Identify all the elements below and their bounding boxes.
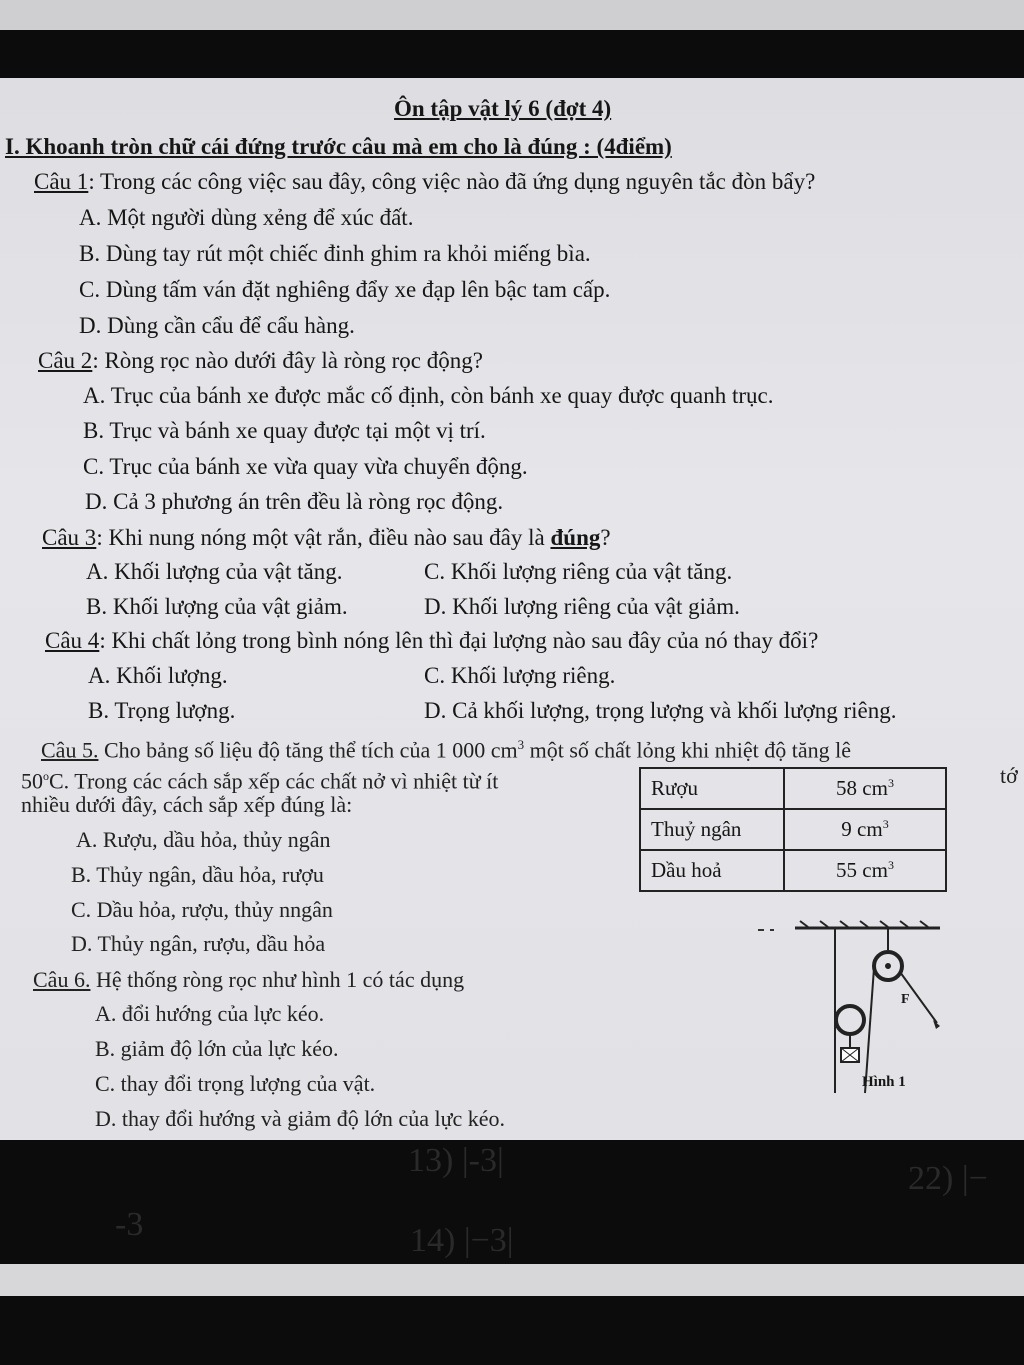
question-6 [33, 966, 464, 994]
question-4 [45, 627, 818, 655]
volume-table [639, 767, 947, 892]
superscript: 3 [882, 817, 889, 831]
question-text: : Khi nung nóng một vật rắn, điều nào sau đây là [96, 525, 551, 550]
table-row [640, 850, 946, 891]
answer-2b: B. Trục và bánh xe quay được tại một vị trí. [83, 418, 486, 443]
movable-pulley-icon [836, 1006, 864, 1034]
answer-3b: B. Khối lượng của vật giảm. [86, 594, 348, 619]
force-label: F [901, 992, 910, 1007]
table-row [640, 768, 946, 809]
answer-6b: B. giảm độ lớn của lực kéo. [95, 1036, 339, 1061]
answer-1c: C. Dùng tấm ván đặt nghiêng đẩy xe đạp lên bậc tam cấp. [79, 277, 611, 302]
question-1 [34, 168, 815, 196]
section-heading: I. Khoanh tròn chữ cái đứng trước câu mà em cho là đúng : (4điểm) [5, 134, 672, 159]
ghost-text: -3 [115, 1206, 144, 1243]
question-text-cont: C. Trong các cách sắp xếp các chất nở vì nhiệt từ ít [49, 768, 499, 794]
table-cell-name: Dầu hoả [640, 850, 784, 891]
value-text: 55 cm [836, 858, 888, 882]
answer-3c: C. Khối lượng riêng của vật tăng. [424, 559, 733, 584]
answer-5d: D. Thủy ngân, rượu, dầu hỏa [71, 931, 326, 956]
question-emphasis: đúng [550, 525, 601, 550]
question-5-overflow: tớ [1000, 763, 1018, 788]
ceiling-icon [758, 921, 940, 930]
question-label: Câu 1 [34, 169, 89, 194]
answer-1b: B. Dùng tay rút một chiếc đinh ghim ra khỏi miếng bìa. [79, 241, 591, 266]
degree-symbol: o [43, 769, 49, 783]
answer-5a: A. Rượu, dầu hỏa, thủy ngân [76, 827, 331, 852]
question-5 [41, 731, 851, 764]
answer-3d: D. Khối lượng riêng của vật giảm. [424, 594, 740, 619]
question-label: Câu 2 [38, 348, 93, 373]
answer-5b: B. Thủy ngân, dầu hỏa, rượu [71, 862, 324, 887]
answer-5c: C. Dầu hỏa, rượu, thủy nngân [71, 897, 333, 922]
table-cell-value [784, 809, 946, 850]
answer-2d: D. Cả 3 phương án trên đều là ròng rọc động. [85, 489, 504, 514]
question-label: Câu 6. [33, 967, 91, 992]
value-text: 58 cm [836, 776, 888, 800]
answer-4d: D. Cả khối lượng, trọng lượng và khối lượng riêng. [424, 698, 897, 723]
question-label: Câu 4 [45, 628, 100, 653]
superscript: 3 [887, 776, 894, 790]
answer-2c: C. Trục của bánh xe vừa quay vừa chuyển động. [83, 454, 528, 479]
superscript: 3 [517, 737, 525, 752]
answer-4a: A. Khối lượng. [88, 663, 228, 688]
answer-2a: A. Trục của bánh xe được mắc cố định, còn bánh xe quay được quanh trục. [83, 383, 774, 408]
ghost-text: 14) |−3| [410, 1222, 514, 1259]
answer-1d: D. Dùng cần cẩu để cẩu hàng. [79, 313, 355, 338]
answer-1a: A. Một người dùng xẻng để xúc đất. [79, 205, 414, 230]
page-title: Ôn tập vật lý 6 (đợt 4) [394, 96, 612, 121]
question-5-line-3: nhiều dưới đây, cách sắp xếp đúng là: [21, 792, 353, 817]
table-cell-value [784, 768, 946, 809]
pulley-diagram [750, 908, 950, 1098]
ghost-text: 13) |-3| [408, 1142, 504, 1179]
question-text: Cho bảng số liệu độ tăng thể tích của 1 000 cm [98, 737, 518, 763]
table-cell-name: Thuỷ ngân [640, 809, 784, 850]
question-label: Câu 3 [42, 525, 97, 550]
value-text: 9 cm [841, 817, 883, 841]
answer-4c: C. Khối lượng riêng. [424, 663, 616, 688]
pulley-hub [885, 963, 891, 969]
question-text: : Khi chất lỏng trong bình nóng lên thì đại lượng nào sau đây của nó thay đổi? [99, 628, 819, 653]
ghost-text: 22) |− [908, 1160, 988, 1197]
figure-caption: Hình 1 [862, 1074, 906, 1090]
question-text: Hệ thống ròng rọc như hình 1 có tác dụng [90, 967, 465, 992]
table-row [640, 809, 946, 850]
screen-bottom-edge [0, 1264, 1024, 1296]
worksheet-page [0, 78, 1024, 1140]
screen-top-edge [0, 0, 1024, 30]
question-text: : Trong các công việc sau đây, công việc nào đã ứng dụng nguyên tắc đòn bẩy? [88, 169, 816, 194]
answer-3a: A. Khối lượng của vật tăng. [86, 559, 343, 584]
question-text: : Ròng rọc nào dưới đây là ròng rọc động? [92, 348, 483, 373]
answer-6a: A. đổi hướng của lực kéo. [95, 1001, 325, 1026]
temperature: 50 [21, 768, 43, 794]
question-3 [42, 524, 611, 552]
table-cell-value [784, 850, 946, 891]
question-text-end: ? [600, 525, 611, 550]
table-cell-name: Rượu [640, 768, 784, 809]
answer-6c: C. thay đổi trọng lượng của vật. [95, 1071, 376, 1096]
superscript: 3 [887, 858, 894, 872]
answer-6d: D. thay đổi hướng và giảm độ lớn của lực kéo. [95, 1106, 506, 1131]
question-text-cont: một số chất lỏng khi nhiệt độ tăng lê [524, 737, 851, 763]
answer-4b: B. Trọng lượng. [88, 698, 236, 723]
question-2 [38, 347, 483, 375]
background-page-through-glass [0, 1140, 1024, 1365]
question-label: Câu 5. [41, 737, 99, 763]
